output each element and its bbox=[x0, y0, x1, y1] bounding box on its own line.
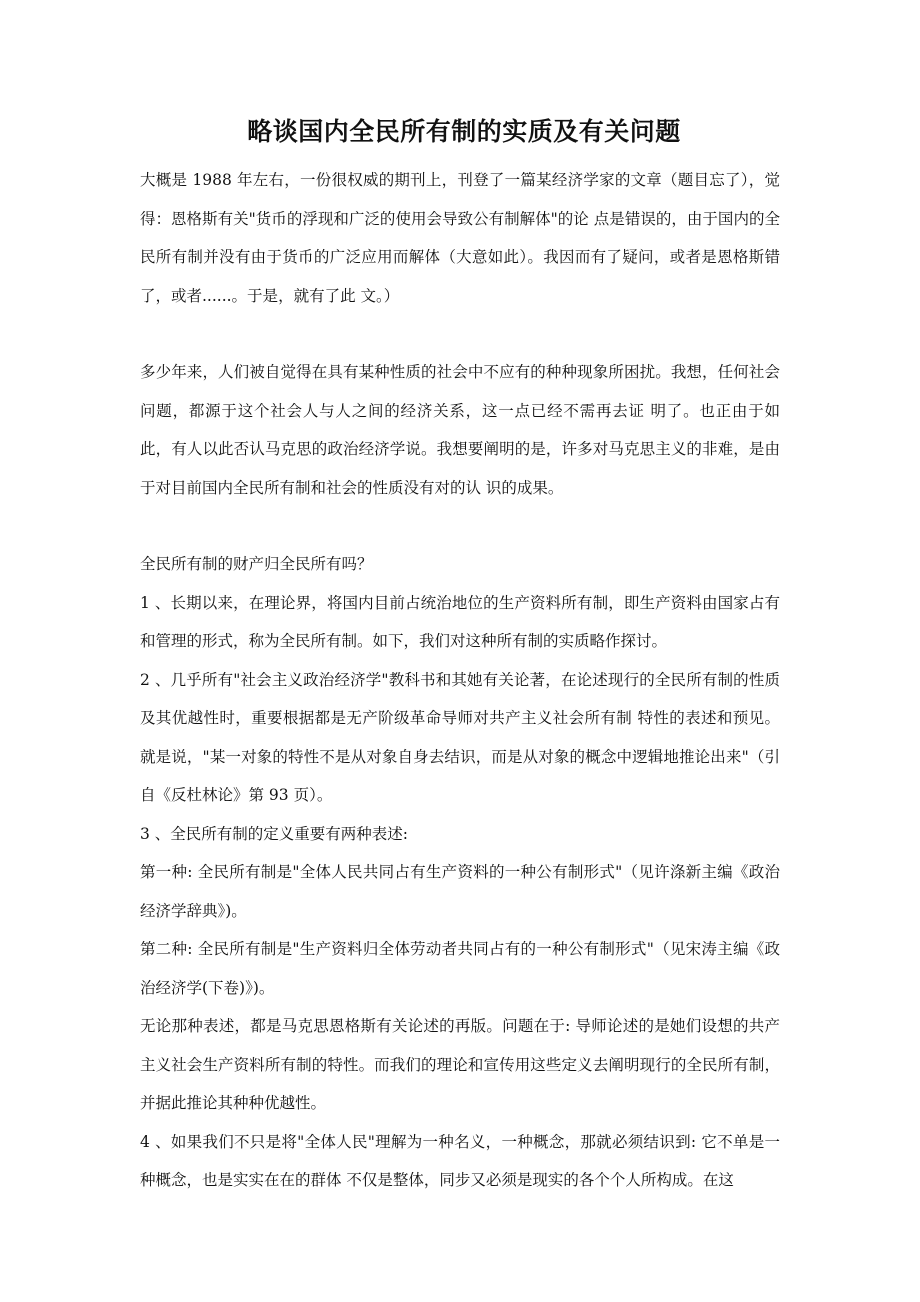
paragraph-preface: 多少年来，人们被自觉得在具有某种性质的社会中不应有的种种现象所困扰。我想，任何社会问题，都源于这个社会人与人之间的经济关系，这一点已经不需再去证 明了。也正由于如此，有人以此否认马克思的政治经济学说。我想要阐明的是，许多对马克思主义的非难，是由于对目前国内全民所有制和社会的性质没有对的认 识的成果。 bbox=[140, 363, 780, 497]
paragraph-definition-1: 第一种: 全民所有制是"全体人民共同占有生产资料的一种公有制形式"（见许涤新主编《政治经济学辞典》)。 bbox=[140, 863, 780, 920]
paragraph-intro: 大概是 1988 年左右，一份很权威的期刊上，刊登了一篇某经济学家的文章（题目忘了），觉得：恩格斯有关"货币的浮现和广泛的使用会导致公有制解体"的论 点是错误的，由于国内的全民所有制并没有由于货币的广泛应用而解体（大意如此）。我因而有了疑问，或者是恩格斯错了，或者......。于是，就有了此 文。） bbox=[140, 171, 780, 305]
paragraph-definition-2: 第二种: 全民所有制是"生产资料归全体劳动者共同占有的一种公有制形式"（见宋涛主编《政治经济学(下卷)》)。 bbox=[140, 940, 780, 997]
paragraph-point-3: 3 、全民所有制的定义重要有两种表述: bbox=[140, 824, 409, 843]
section-heading: 全民所有制的财产归全民所有吗？ bbox=[140, 555, 373, 573]
paragraph-commentary: 无论那种表述，都是马克思恩格斯有关论述的再版。问题在于: 导师论述的是她们设想的共产主义社会生产资料所有制的特性。而我们的理论和宣传用这些定义去阐明现行的全民所有制，并据此推论其种种优越性。 bbox=[140, 1017, 780, 1112]
paragraph-point-4: 4 、如果我们不只是将"全体人民"理解为一种名义，一种概念，那就必须结识到: 它不单是一种概念，也是实实在在的群体 不仅是整体，同步又必须是现实的各个个人所构成。在这 bbox=[140, 1132, 780, 1189]
paragraph-point-2: 2 、几乎所有"社会主义政治经济学"教科书和其她有关论著，在论述现行的全民所有制的性质及其优越性时，重要根据都是无产阶级革命导师对共产主义社会所有制 特性的表述和预见。就是说，"某一对象的特性不是从对象自身去结识，而是从对象的概念中逻辑地推论出来"（引自《反杜林论》第 93 页）。 bbox=[140, 670, 780, 804]
paragraph-point-1: 1 、长期以来，在理论界，将国内目前占统治地位的生产资料所有制，即生产资料由国家占有和管理的形式，称为全民所有制。如下，我们对这种所有制的实质略作探讨。 bbox=[140, 593, 780, 650]
document-body bbox=[140, 161, 780, 1200]
document-title: 略谈国内全民所有制的实质及有关问题 bbox=[247, 117, 681, 146]
